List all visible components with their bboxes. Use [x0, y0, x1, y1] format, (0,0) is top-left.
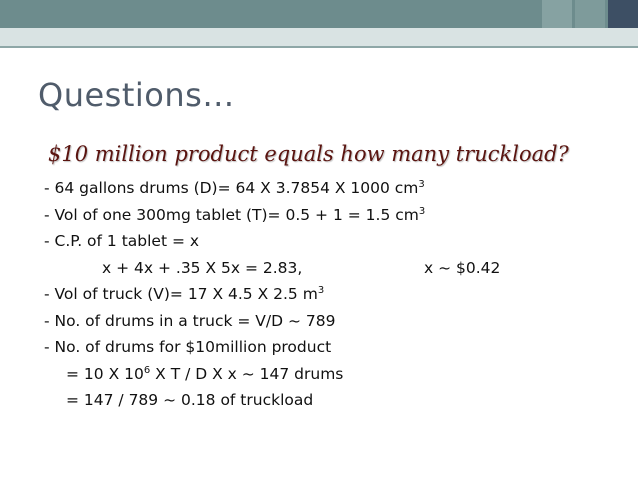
header-tabs: [539, 0, 638, 28]
header-divider: [0, 46, 638, 48]
slide-title: Questions…: [38, 76, 235, 114]
header-tab-3: [608, 0, 638, 28]
slide-header-bar: [0, 0, 638, 46]
body-line-drums-per-truck: - No. of drums in a truck = V/D ~ 789: [44, 311, 336, 330]
body-line-truck-volume: - Vol of truck (V)= 17 X 4.5 X 2.5 $m^3$: [44, 285, 325, 303]
body-line-tablet-cost: - C.P. of 1 tablet = x: [44, 232, 200, 250]
body-line-drum-volume: - 64 gallons drums (D)= 64 X 3.7854 X 1000 $cm^3$: [44, 179, 425, 197]
slide-body: [44, 175, 624, 414]
body-line-tablet-volume: - Vol of one 300mg tablet (T)= 0.5 + 1 = 1.5 $cm^3$: [44, 205, 426, 224]
slide-subtitle: $10 million product equals how many truckload?: [48, 142, 569, 166]
header-light-band: [0, 28, 638, 46]
body-line-cost-equation: x + 4x + .35 X 5x = 2.83, x ~ $0.42: [102, 258, 501, 277]
body-line-drums-for-product: - No. of drums for $10million product: [44, 338, 332, 356]
body-line-truckload-result: = 147 / 789 ~ 0.18 of truckload: [66, 391, 314, 409]
header-tab-2: [575, 0, 605, 28]
header-tab-1: [542, 0, 572, 28]
body-line-drum-count: = 10 X $10^6$ X T / D X x ~ 147 drums: [66, 364, 344, 383]
